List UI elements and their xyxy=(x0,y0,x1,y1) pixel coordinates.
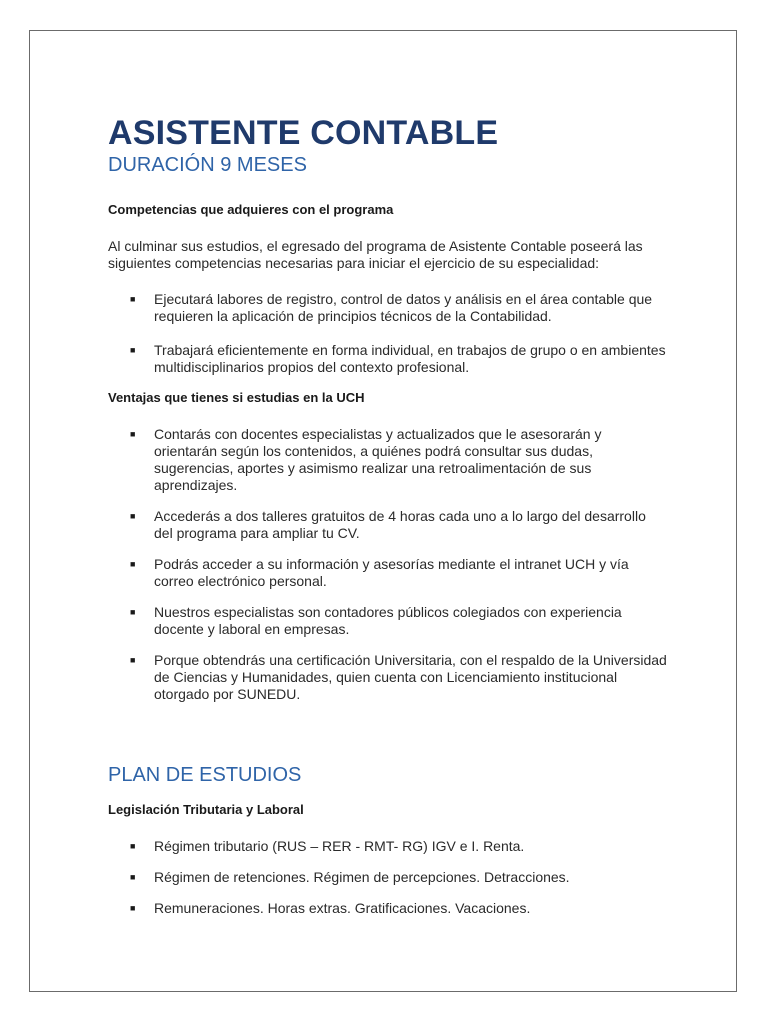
list-item xyxy=(108,342,668,376)
list-item-text: Accederás a dos talleres gratuitos de 4 horas cada uno a lo largo del desarrollo del programa para ampliar tu CV. xyxy=(154,508,646,541)
list-item-text: Porque obtendrás una certificación Universitaria, con el respaldo de la Universidad de Ciencias y Humanidades, quien cuenta con Licenciamiento institucional otorgado por SUNEDU. xyxy=(154,652,667,702)
list-item xyxy=(108,556,668,590)
module-heading: Legislación Tributaria y Laboral xyxy=(108,802,304,817)
bullet-icon: ■ xyxy=(130,429,136,439)
list-item xyxy=(108,869,668,886)
duration-subtitle: DURACIÓN 9 MESES xyxy=(108,154,307,176)
plan-list xyxy=(108,838,668,917)
list-item-text: Nuestros especialistas son contadores públicos colegiados con experiencia docente y laboral en empresas. xyxy=(154,604,622,637)
competencias-list xyxy=(108,291,668,376)
plan-title: PLAN DE ESTUDIOS xyxy=(108,764,302,786)
bullet-icon: ■ xyxy=(130,903,136,913)
list-item xyxy=(108,508,668,542)
list-item xyxy=(108,291,668,325)
list-item-text: Ejecutará labores de registro, control de datos y análisis en el área contable que requieren la aplicación de principios técnicos de la Contabilidad. xyxy=(154,291,653,324)
list-item-text: Régimen de retenciones. Régimen de percepciones. Detracciones. xyxy=(154,869,570,885)
bullet-icon: ■ xyxy=(130,872,136,882)
list-item xyxy=(108,426,668,494)
competencias-intro: Al culminar sus estudios, el egresado del programa de Asistente Contable poseerá las siguientes competencias necesarias para iniciar el ejercicio de su especialidad: xyxy=(108,238,643,271)
bullet-icon: ■ xyxy=(130,655,136,665)
list-item-text: Trabajará eficientemente en forma individual, en trabajos de grupo o en ambientes multidisciplinarios propios del contexto profesional. xyxy=(154,342,666,375)
list-item xyxy=(108,900,668,917)
document-title: ASISTENTE CONTABLE xyxy=(108,114,499,152)
bullet-icon: ■ xyxy=(130,511,136,521)
page-content xyxy=(108,113,668,917)
competencias-heading: Competencias que adquieres con el programa xyxy=(108,202,394,217)
bullet-icon: ■ xyxy=(130,559,136,569)
bullet-icon: ■ xyxy=(130,345,136,355)
ventajas-heading: Ventajas que tienes si estudias en la UCH xyxy=(108,390,365,405)
list-item-text: Remuneraciones. Horas extras. Gratificaciones. Vacaciones. xyxy=(154,900,531,916)
ventajas-list xyxy=(108,426,668,703)
bullet-icon: ■ xyxy=(130,607,136,617)
document-page xyxy=(29,30,737,992)
list-item-text: Régimen tributario (RUS – RER - RMT- RG) IGV e I. Renta. xyxy=(154,838,525,854)
bullet-icon: ■ xyxy=(130,841,136,851)
list-item xyxy=(108,604,668,638)
list-item xyxy=(108,652,668,703)
list-item-text: Contarás con docentes especialistas y actualizados que le asesorarán y orientarán según los contenidos, a quiénes podrá consultar sus dudas, sugerencias, aportes y asimismo realizar una retroalimentación de sus aprendizajes. xyxy=(154,426,602,493)
bullet-icon: ■ xyxy=(130,294,136,304)
list-item xyxy=(108,838,668,855)
list-item-text: Podrás acceder a su información y asesorías mediante el intranet UCH y vía correo electrónico personal. xyxy=(154,556,629,589)
